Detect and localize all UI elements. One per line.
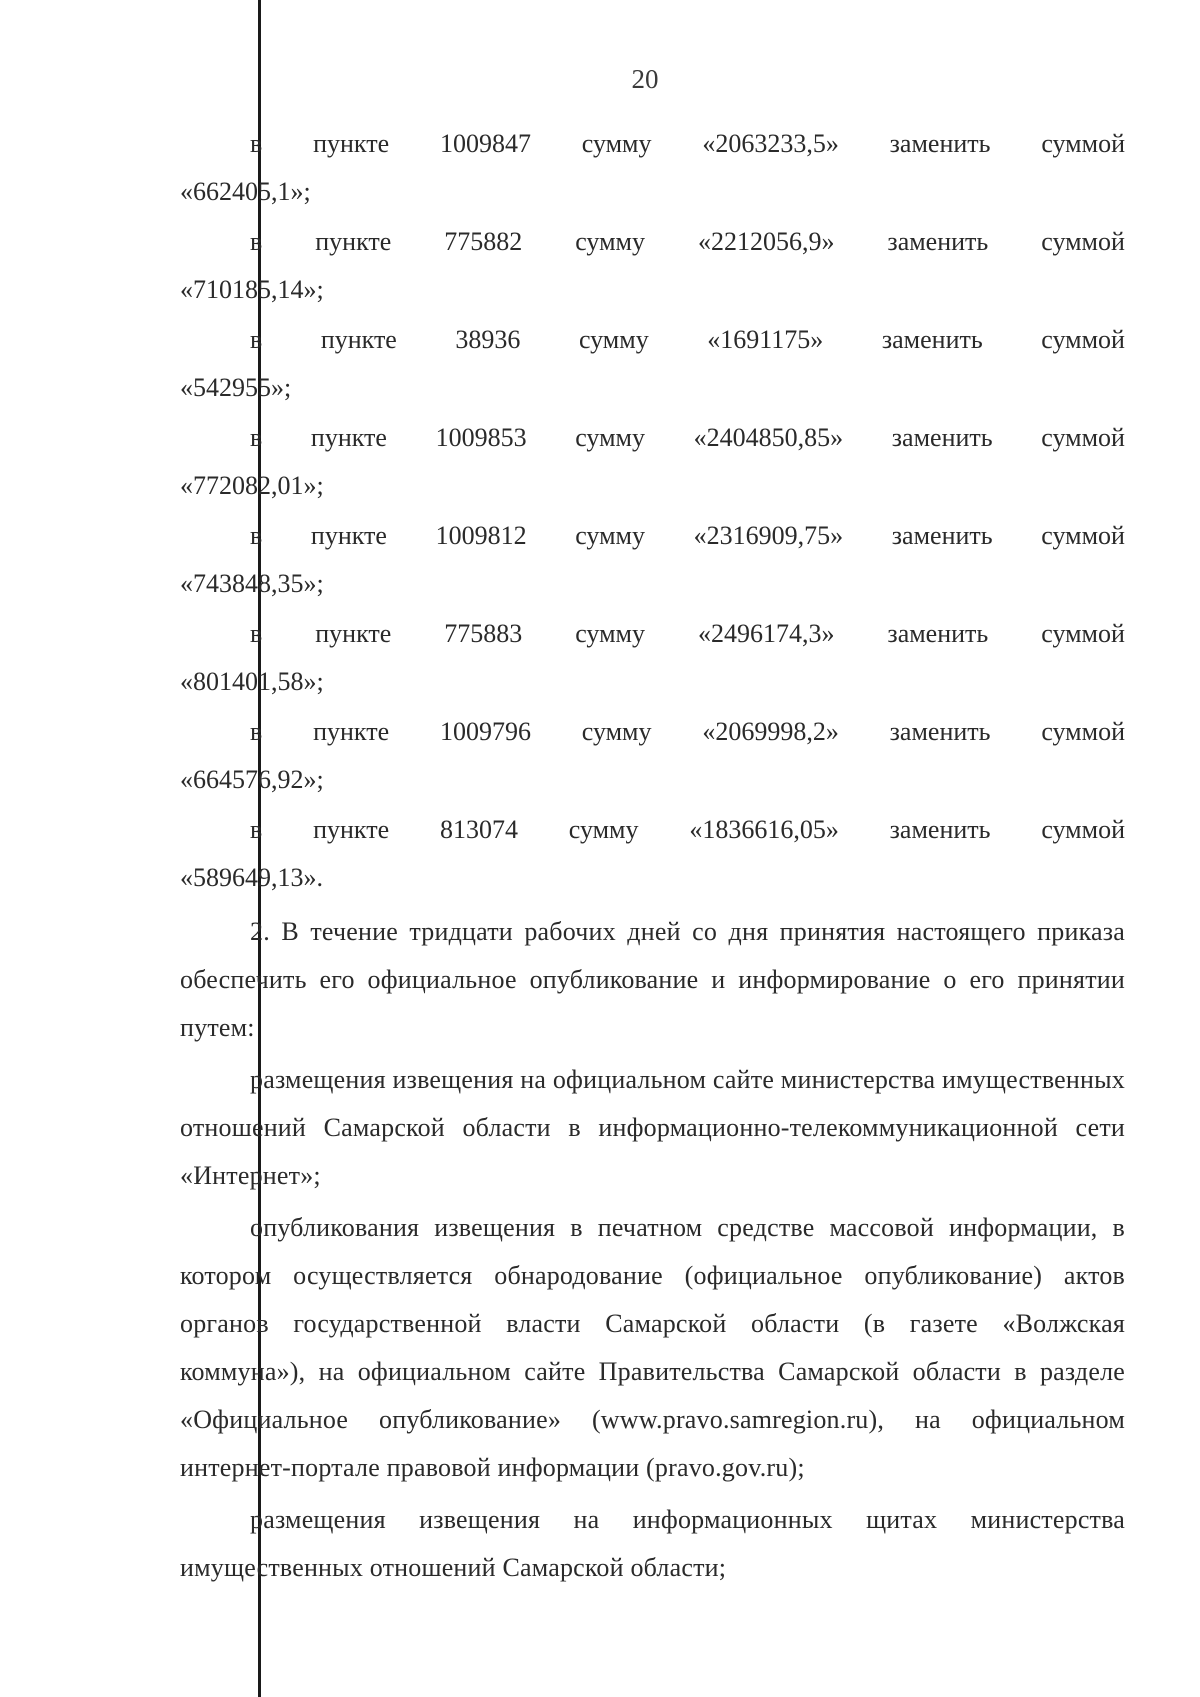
new-sum: «710185,14»; [180,275,324,304]
amendment-line [180,806,1125,854]
paragraph-2: 2. В течение тридцати рабочих дней со дня принятия настоящего приказа обеспечить его официальное опубликование и информирование о его принятии путем: [180,917,1125,1042]
replace-word: заменить [887,619,989,648]
point-word: пункте [313,717,390,746]
prefix-word: в [250,815,263,844]
amendment-entry [180,610,1125,706]
new-sum: «662405,1»; [180,177,311,206]
sum-word: сумму [575,619,645,648]
amendment-entry [180,218,1125,314]
with-sum-word: суммой [1041,325,1125,354]
prefix-word: в [250,129,263,158]
old-sum: «2404850,85» [693,423,844,452]
replace-word: заменить [889,815,991,844]
point-number: 775883 [444,619,523,648]
amendment-entry [180,512,1125,608]
point-word: пункте [315,227,392,256]
new-sum: «743848,35»; [180,569,324,598]
point-word: пункте [315,619,392,648]
point-word: пункте [313,815,390,844]
prefix-word: в [250,521,263,550]
replace-word: заменить [889,717,991,746]
replace-word: заменить [891,423,993,452]
point-number: 775882 [444,227,523,256]
old-sum: «2212056,9» [697,227,835,256]
sum-word: сумму [568,815,639,844]
amendment-entry [180,414,1125,510]
prefix-word: в [250,325,263,354]
amendment-line [180,414,1125,462]
replace-word: заменить [891,521,993,550]
prefix-word: в [250,227,263,256]
prefix-word: в [250,619,263,648]
paragraph-publication: опубликования извещения в печатном средстве массовой информации, в котором осуществляется обнародование (официальное опубликование) актов органов государственной власти Самарской области (в газете «Волжская коммуна»), на официальном сайте Правительства Самарской области в разделе «Официальное опубликование» (www.pravo.samregion.ru), на официальном интернет-портале правовой информации (pravo.gov.ru); [180,1213,1125,1482]
paragraph-boards: размещения извещения на информационных щитах министерства имущественных отношений Самарской области; [180,1505,1125,1582]
paragraph-website: размещения извещения на официальном сайте министерства имущественных отношений Самарской области в информационно-телекоммуникационной сети «Интернет»; [180,1065,1125,1190]
point-word: пункте [320,325,397,354]
amendment-line [180,610,1125,658]
amendment-line [180,316,1125,364]
with-sum-word: суммой [1041,521,1125,550]
point-number: 1009853 [435,423,527,452]
new-sum: «542955»; [180,373,292,402]
replace-word: заменить [887,227,989,256]
new-sum: «772082,01»; [180,471,324,500]
amendment-entry [180,120,1125,216]
point-number: 1009812 [435,521,527,550]
amendment-line [180,120,1125,168]
replace-word: заменить [881,325,983,354]
point-number: 1009847 [439,129,531,158]
sum-word: сумму [575,423,645,452]
amendment-line [180,708,1125,756]
point-word: пункте [310,423,387,452]
new-sum: «801401,58»; [180,667,324,696]
old-sum: «2069998,2» [702,717,839,746]
document-body [180,120,1125,1592]
page-number: 20 [631,64,659,94]
old-sum: «1691175» [707,325,824,354]
amendment-list [180,120,1125,902]
sum-word: сумму [581,717,652,746]
new-sum: «589649,13». [180,863,323,892]
sum-word: сумму [581,129,652,158]
replace-word: заменить [889,129,991,158]
sum-word: сумму [575,227,645,256]
with-sum-word: суммой [1041,717,1125,746]
point-word: пункте [313,129,390,158]
sum-word: сумму [575,521,645,550]
point-word: пункте [310,521,387,550]
point-number: 813074 [439,815,518,844]
amendment-line [180,512,1125,560]
amendment-line [180,218,1125,266]
prefix-word: в [250,717,263,746]
prefix-word: в [250,423,263,452]
amendment-entry [180,708,1125,804]
amendment-entry [180,316,1125,412]
old-sum: «2316909,75» [693,521,844,550]
point-number: 38936 [455,325,521,354]
old-sum: «2496174,3» [697,619,835,648]
old-sum: «2063233,5» [702,129,839,158]
with-sum-word: суммой [1041,227,1125,256]
new-sum: «664576,92»; [180,765,324,794]
with-sum-word: суммой [1041,815,1125,844]
with-sum-word: суммой [1041,129,1125,158]
sum-word: сумму [578,325,649,354]
with-sum-word: суммой [1041,423,1125,452]
with-sum-word: суммой [1041,619,1125,648]
point-number: 1009796 [439,717,531,746]
old-sum: «1836616,05» [689,815,839,844]
amendment-entry [180,806,1125,902]
